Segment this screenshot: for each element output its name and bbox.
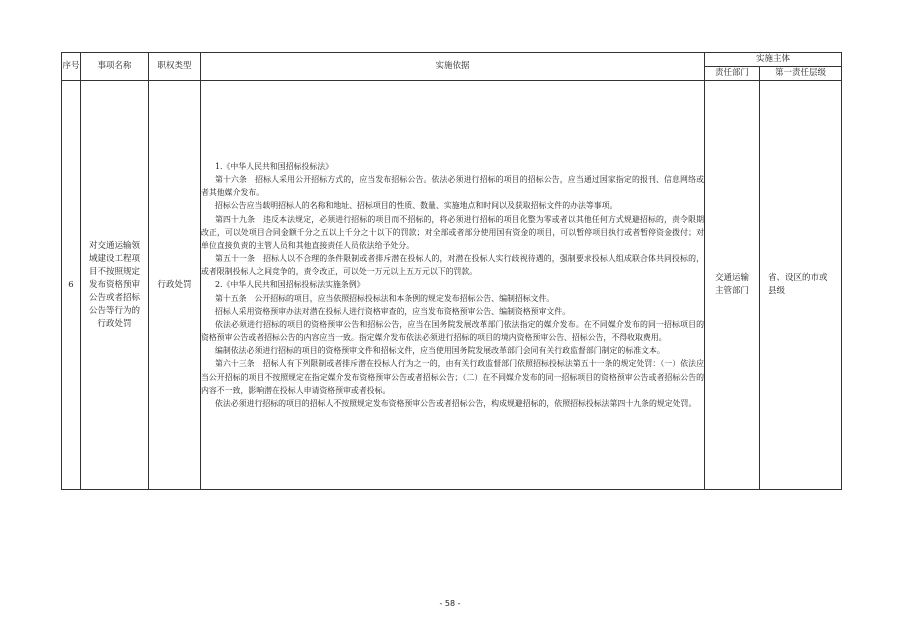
- header-subject: 实施主体: [705, 53, 842, 67]
- basis-paragraph: 依法必须进行招标的项目的招标人不按照规定发布资格预审公告或者招标公告，构成规避招标的，依照招标投标法第四十九条的规定处罚。: [215, 398, 697, 408]
- page-number: - 58 -: [439, 599, 461, 608]
- basis-paragraph: 第十六条 招标人采用公开招标方式的，应当发布招标公告。依法必须进行招标的项目的招标公告，应当通过国家指定的报刊、信息网络或者其他媒介发布。: [201, 175, 704, 198]
- cell-seq: 6: [62, 81, 81, 490]
- cell-item-name: 对交通运输领域建设工程项目不按照规定发布资格预审公告或者招标公告等行为的行政处罚: [81, 81, 149, 490]
- header-power-type: 职权类型: [149, 53, 201, 81]
- basis-paragraph: 1.《中华人民共和国招标投标法》: [215, 162, 333, 172]
- cell-dept: 交通运输主管部门: [705, 81, 760, 490]
- basis-paragraph: 编制依法必须进行招标的项目的资格预审文件和招标文件，应当使用国务院发展改革部门会同有关行政监督部门制定的标准文本。: [215, 346, 665, 356]
- basis-paragraph: 依法必须进行招标的项目的资格预审公告和招标公告，应当在国务院发展改革部门依法指定的媒介发布。在不同媒介发布的同一招标项目的资格预审公告或者招标公告的内容应当一致。指定媒介发布依法必须进行招标的项目的境内资格预审公告、招标公告，不得收取费用。: [201, 319, 704, 343]
- cell-level: 省、设区的市或县级: [760, 81, 842, 490]
- basis-text: [201, 160, 704, 410]
- basis-paragraph: 招标人采用资格预审办法对潜在投标人进行资格审查的，应当发布资格预审公告、编制资格预审文件。: [215, 306, 571, 316]
- cell-power-type: 行政处罚: [149, 81, 201, 490]
- basis-paragraph: 第十五条 公开招标的项目，应当依照招标投标法和本条例的规定发布招标公告、编制招标文件。: [215, 293, 555, 303]
- header-seq: 序号: [62, 53, 81, 81]
- cell-basis: [201, 81, 705, 490]
- table-row: [62, 81, 842, 490]
- header-item-name: 事项名称: [81, 53, 149, 81]
- enforcement-table: [61, 52, 842, 490]
- header-basis: 实施依据: [201, 53, 705, 81]
- basis-paragraph: 第六十三条 招标人有下列限制或者排斥潜在投标人行为之一的，由有关行政监督部门依照招标投标法第五十一条的规定处罚：（一）依法应当公开招标的项目不按照规定在指定媒介发布资格预审公告或者招标公告；（二）在不同媒介发布的同一招标项目的资格预审公告或者招标公告的内容不一致，影响潜在投标人申请资格预审或者投标。: [201, 359, 704, 395]
- basis-paragraph: 第五十一条 招标人以不合理的条件限制或者排斥潜在投标人的，对潜在投标人实行歧视待遇的，强制要求投标人组成联合体共同投标的，或者限制投标人之间竞争的，责令改正，可以处一万元以上五万元以下的罚款。: [201, 254, 704, 277]
- header-level: 第一责任层级: [760, 67, 842, 81]
- basis-paragraph: 2.《中华人民共和国招标投标法实施条例》: [215, 280, 365, 290]
- basis-paragraph: 第四十九条 违反本法规定，必须进行招标的项目而不招标的，将必须进行招标的项目化整为零或者以其他任何方式规避招标的，责令限期改正，可以处项目合同金额千分之五以上千分之十以下的罚款；对全部或者部分使用国有资金的项目，可以暂停项目执行或者暂停资金拨付；对单位直接负责的主管人员和其他直接责任人员依法给予处分。: [201, 214, 704, 250]
- header-dept: 责任部门: [705, 67, 760, 81]
- basis-paragraph: 招标公告应当载明招标人的名称和地址、招标项目的性质、数量、实施地点和时间以及获取招标文件的办法等事项。: [215, 201, 618, 211]
